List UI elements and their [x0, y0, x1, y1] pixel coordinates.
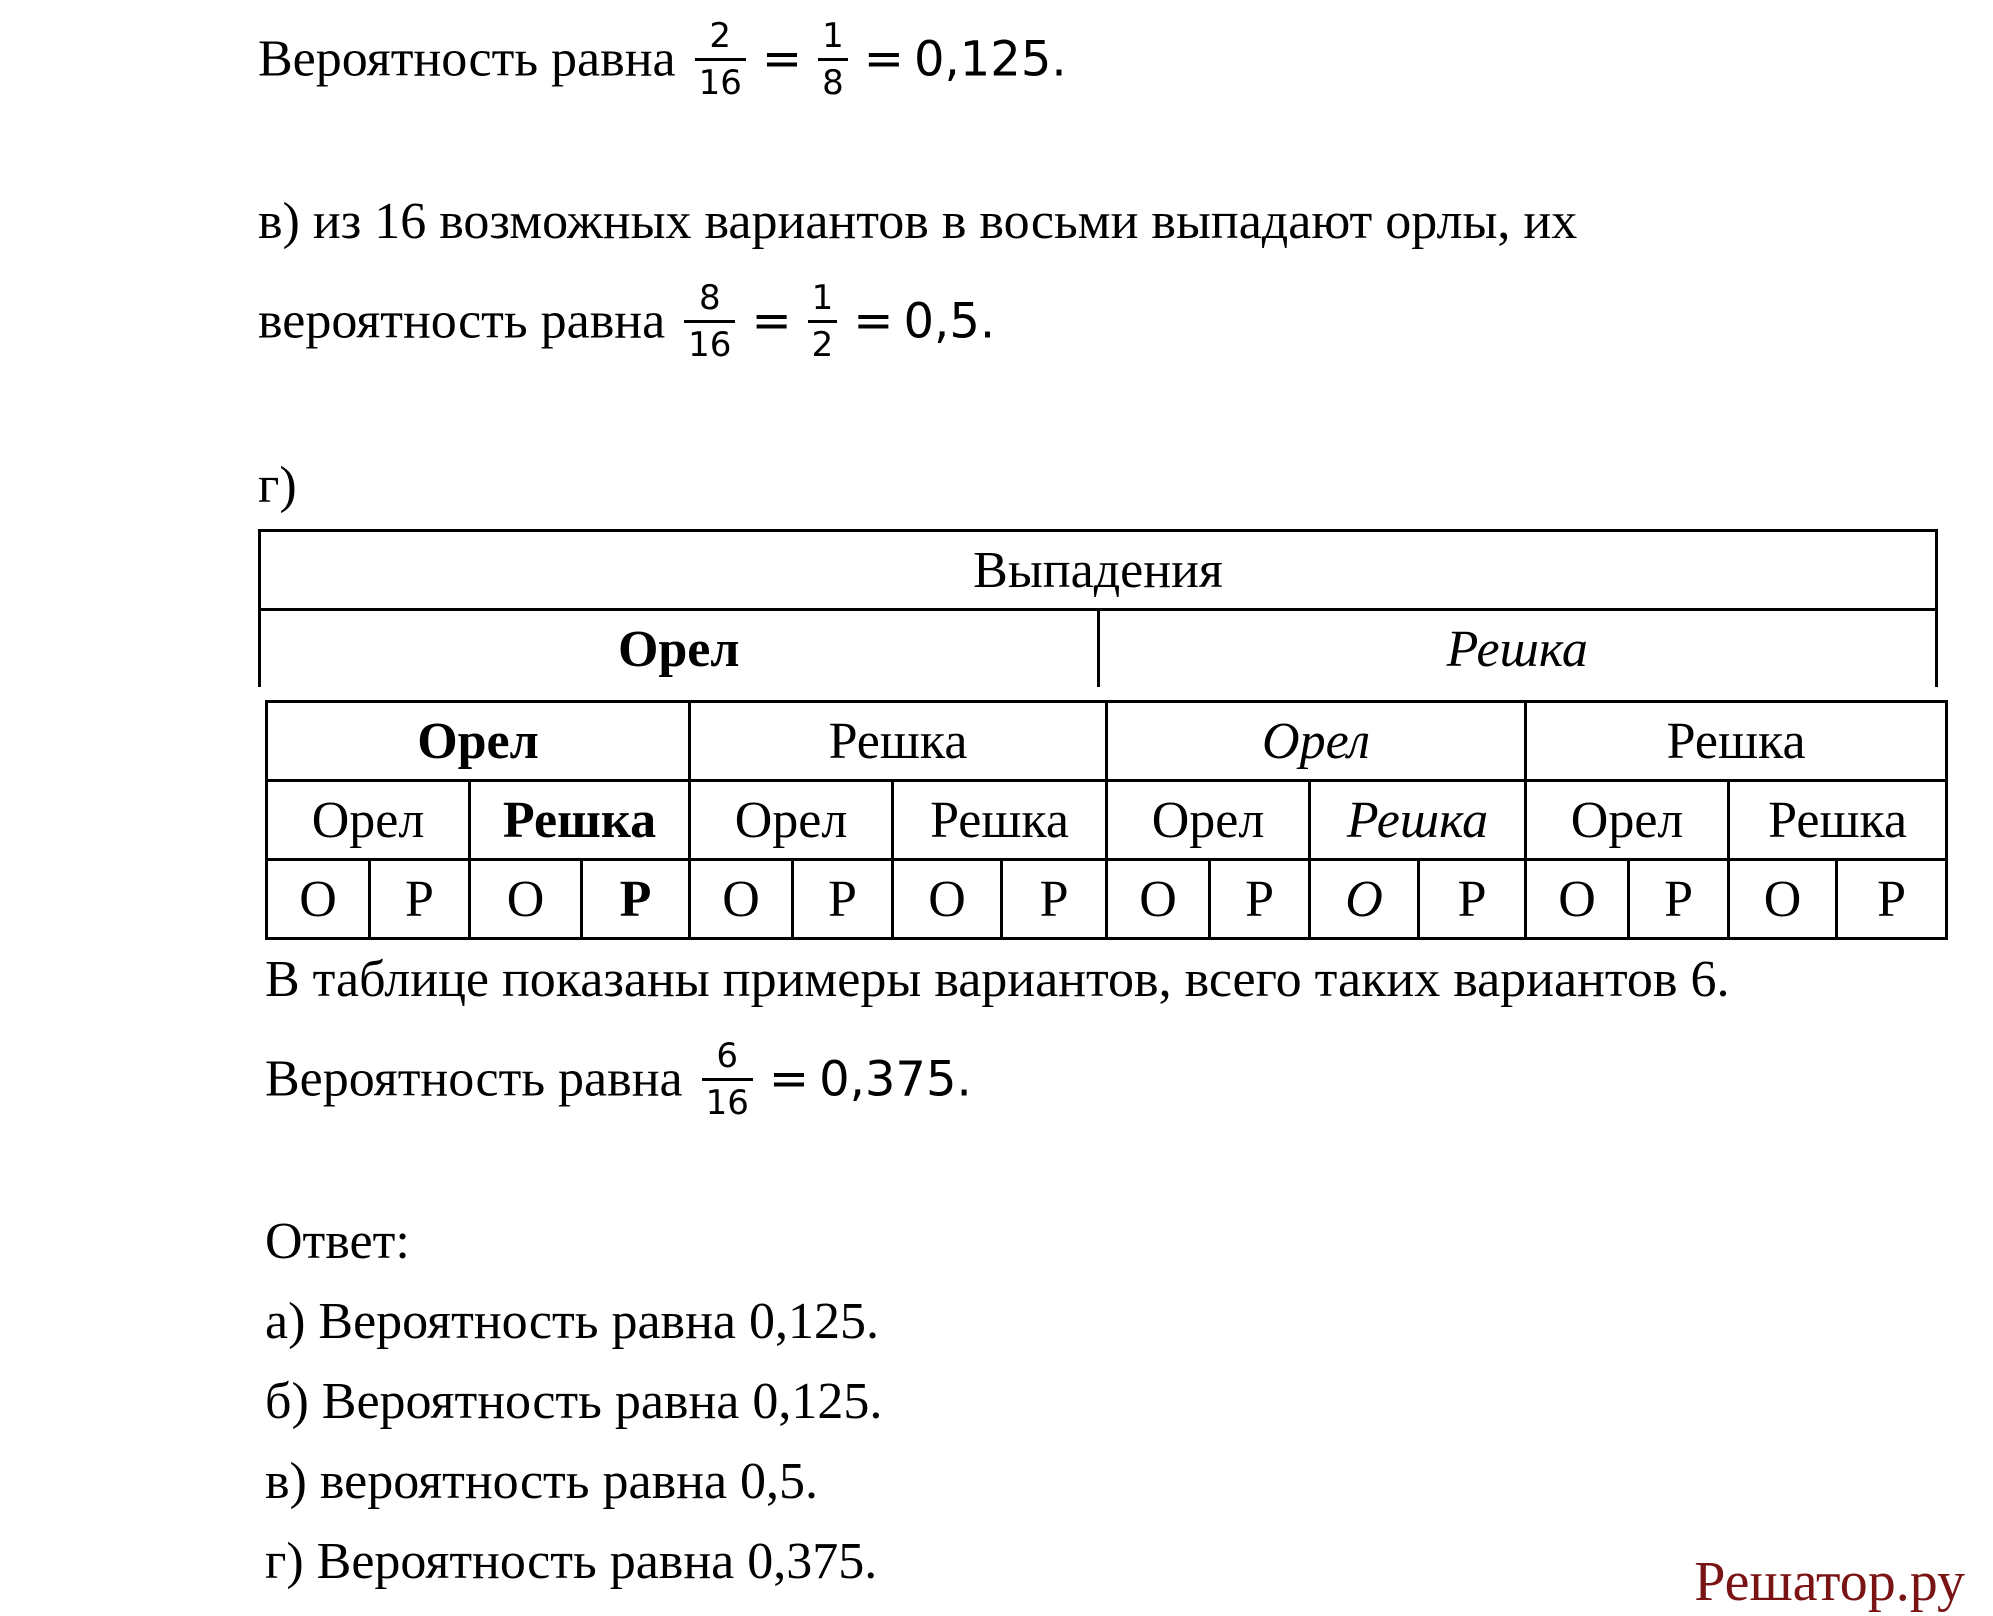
- table-cell: Решка: [893, 781, 1107, 860]
- outcomes-bottom-table: [265, 700, 1948, 940]
- table-cell: Решка: [1310, 781, 1526, 860]
- table-row: [260, 610, 1937, 688]
- table-cell: Р: [1210, 860, 1310, 939]
- fraction: $\frac{1}{8}$: [818, 16, 848, 103]
- answer-v: в) вероятность равна 0,5.: [265, 1453, 819, 1510]
- table-cell: Решка: [690, 702, 1107, 781]
- table-cell: Р: [793, 860, 893, 939]
- probability-text: Вероятность равна: [258, 30, 676, 88]
- table-cell: О: [893, 860, 1002, 939]
- table-row: [267, 702, 1947, 781]
- answer-b: б) Вероятность равна 0,125.: [265, 1373, 883, 1430]
- table-cell: Р: [1419, 860, 1526, 939]
- table-cell: О: [690, 860, 793, 939]
- table-cell: Р: [1002, 860, 1107, 939]
- result-value: 0,5.: [903, 293, 996, 350]
- table-cell: Орел: [267, 781, 470, 860]
- table-row: [267, 860, 1947, 939]
- probability-line-b: Вероятность равна $\frac{2}{16}$ = $\frac{1}{8}$ = 0,125.: [258, 16, 1067, 103]
- fraction: $\frac{1}{2}$: [808, 278, 838, 365]
- table-cell: Орел: [260, 610, 1099, 688]
- table-cell: Орел: [1526, 781, 1729, 860]
- table-cell: О: [1107, 860, 1210, 939]
- section-v-line2: вероятность равна $\frac{8}{16}$ = $\frac{1}{2}$ = 0,5.: [258, 278, 996, 365]
- answer-label: Ответ:: [265, 1213, 410, 1270]
- table-header-cell: Выпадения: [260, 531, 1937, 610]
- table-cell: О: [470, 860, 582, 939]
- table-cell: О: [1526, 860, 1629, 939]
- result-value: 0,375.: [819, 1051, 972, 1108]
- table-cell: Орел: [1107, 702, 1526, 781]
- section-v-line1: в) из 16 возможных вариантов в восьми выпадают орлы, их: [258, 193, 1578, 250]
- table-note: В таблице показаны примеры вариантов, всего таких вариантов 6.: [265, 951, 1730, 1008]
- table-cell: Р: [370, 860, 470, 939]
- table-row: [260, 531, 1937, 610]
- table-cell: Решка: [470, 781, 690, 860]
- table-cell: Р: [1629, 860, 1729, 939]
- table-cell: Р: [582, 860, 690, 939]
- fraction: $\frac{2}{16}$: [695, 16, 746, 103]
- table-cell: Орел: [1107, 781, 1310, 860]
- answer-a: а) Вероятность равна 0,125.: [265, 1293, 879, 1350]
- table-cell: О: [267, 860, 370, 939]
- brand-watermark: Решатор.ру: [1694, 1551, 1965, 1613]
- table-cell: О: [1310, 860, 1419, 939]
- table-row: [267, 781, 1947, 860]
- fraction: $\frac{8}{16}$: [684, 278, 735, 365]
- table-cell: Орел: [690, 781, 893, 860]
- table-cell: Решка: [1729, 781, 1947, 860]
- answer-g: г) Вероятность равна 0,375.: [265, 1533, 878, 1590]
- fraction: $\frac{6}{16}$: [702, 1036, 753, 1123]
- table-cell: Решка: [1098, 610, 1937, 688]
- outcomes-top-table: [258, 529, 1938, 687]
- table-cell: Р: [1837, 860, 1947, 939]
- section-g-label: г): [258, 457, 297, 514]
- result-value: 0,125.: [913, 31, 1067, 88]
- probability-line-g: Вероятность равна $\frac{6}{16}$ = 0,375.: [265, 1036, 972, 1123]
- table-cell: Решка: [1526, 702, 1947, 781]
- table-cell: О: [1729, 860, 1837, 939]
- table-cell: Орел: [267, 702, 690, 781]
